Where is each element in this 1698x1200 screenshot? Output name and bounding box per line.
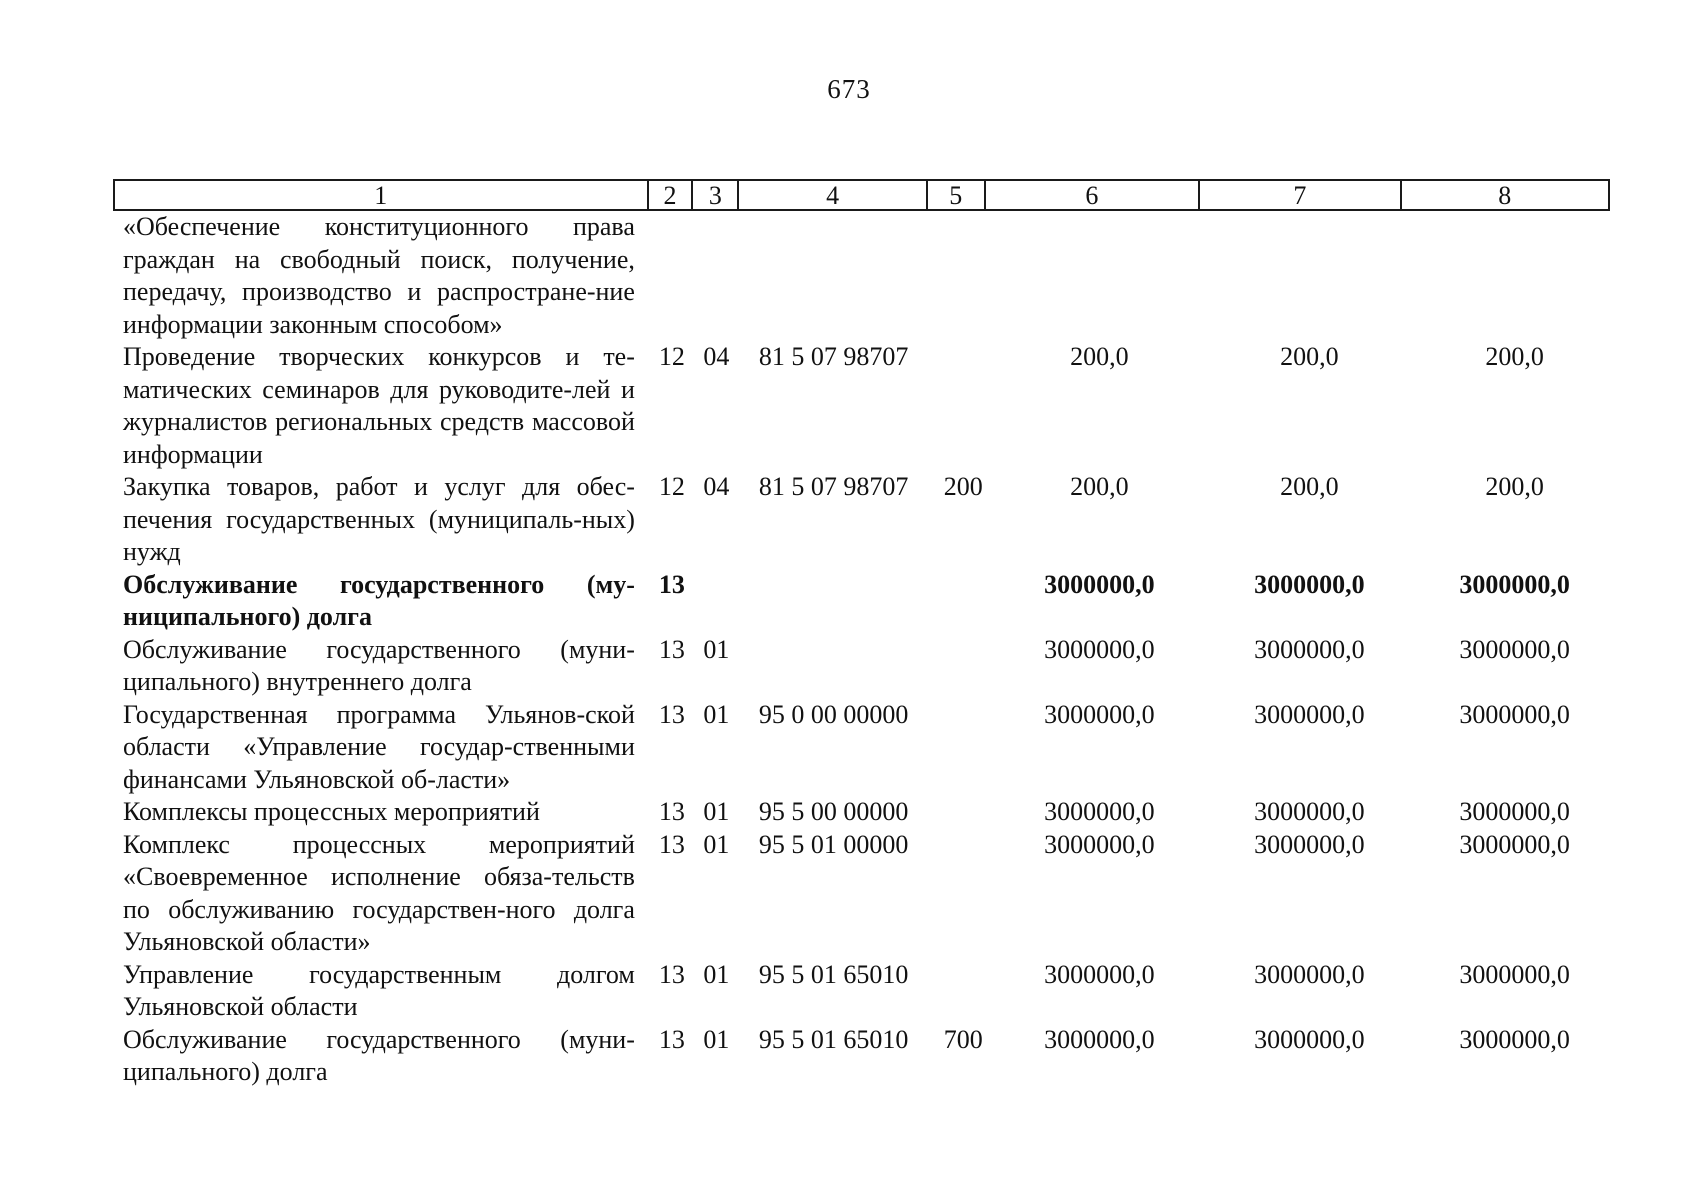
row-value-col6: 200,0 <box>1070 472 1129 501</box>
table-row <box>113 634 1610 699</box>
row-description: Закупка товаров, работ и услуг для обес-печения государственных (муниципаль-ных) нужд <box>123 472 635 566</box>
row-value-col6: 3000000,0 <box>1044 1024 1155 1054</box>
table-row <box>113 211 1610 341</box>
row-subsection-code: 01 <box>703 829 730 859</box>
row-section-code <box>635 211 703 341</box>
row-subsection-code: 04 <box>703 342 730 371</box>
row-expense-type <box>936 829 993 959</box>
row-value-col8: 200,0 <box>1485 472 1544 501</box>
row-expense-type <box>936 341 993 471</box>
row-expense-type <box>936 211 993 341</box>
row-section-code: 13 <box>658 1024 685 1054</box>
header-col-5: 5 <box>928 181 986 209</box>
row-value-col8: 3000000,0 <box>1459 1024 1570 1054</box>
row-section-code: 13 <box>658 829 685 859</box>
row-subsection-code <box>703 211 748 341</box>
row-target-article <box>749 211 936 341</box>
row-value-col7: 200,0 <box>1280 342 1339 371</box>
row-expense-type <box>936 796 993 829</box>
row-section-code: 13 <box>658 797 685 826</box>
row-target-article: 95 0 00 00000 <box>758 699 909 729</box>
header-col-1: 1 <box>115 181 649 209</box>
header-col-2: 2 <box>649 181 694 209</box>
row-description: Проведение творческих конкурсов и те-матических семинаров для руководите-лей и журналистов региональных средств массовой информации <box>123 342 635 469</box>
row-value-col6: 3000000,0 <box>1044 959 1155 989</box>
table-row <box>113 341 1610 471</box>
row-value-col6: 3000000,0 <box>1044 569 1155 599</box>
row-target-article: 95 5 01 00000 <box>758 829 909 859</box>
row-expense-type <box>936 699 993 797</box>
row-value-col8 <box>1405 211 1610 341</box>
table-row <box>113 569 1610 634</box>
row-value-col7: 3000000,0 <box>1254 1024 1365 1054</box>
table-row <box>113 796 1610 829</box>
row-expense-type: 200 <box>943 472 983 501</box>
row-expense-type <box>936 569 993 634</box>
row-expense-type <box>936 634 993 699</box>
table-row <box>113 699 1610 797</box>
row-description: Обслуживание государственного (му-ниципального) долга <box>123 569 635 631</box>
row-description: Государственная программа Ульянов-ской области «Управление государ-ственными финансами Ульяновской об-ласти» <box>123 699 635 794</box>
row-value-col6: 3000000,0 <box>1044 699 1155 729</box>
row-value-col6: 3000000,0 <box>1044 634 1155 664</box>
row-section-code: 13 <box>658 634 685 664</box>
row-expense-type: 700 <box>943 1024 983 1054</box>
row-description: «Обеспечение конституционного права граждан на свободный поиск, получение, передачу, производство и распростране-ние информации законным способом» <box>123 212 635 339</box>
row-subsection-code: 01 <box>703 959 730 989</box>
row-value-col7: 3000000,0 <box>1254 699 1365 729</box>
table-row <box>113 959 1610 1024</box>
row-section-code: 12 <box>658 472 685 501</box>
row-subsection-code: 01 <box>703 797 730 826</box>
row-value-col8: 3000000,0 <box>1459 797 1570 826</box>
row-subsection-code <box>703 569 748 634</box>
header-col-3: 3 <box>693 181 739 209</box>
row-value-col7: 200,0 <box>1280 472 1339 501</box>
row-value-col8: 3000000,0 <box>1459 959 1570 989</box>
table-row <box>113 829 1610 959</box>
row-value-col7: 3000000,0 <box>1254 569 1365 599</box>
row-value-col7: 3000000,0 <box>1254 959 1365 989</box>
row-value-col6 <box>993 211 1205 341</box>
row-value-col8: 3000000,0 <box>1459 569 1570 599</box>
row-target-article: 81 5 07 98707 <box>758 342 909 371</box>
row-expense-type <box>936 959 993 1024</box>
row-section-code: 13 <box>658 959 685 989</box>
row-description: Комплекс процессных мероприятий «Своевременное исполнение обяза-тельств по обслуживанию государствен-ного долга Ульяновской области» <box>123 829 635 956</box>
row-target-article <box>749 634 936 699</box>
header-col-4: 4 <box>739 181 928 209</box>
row-value-col7: 3000000,0 <box>1254 797 1365 826</box>
row-subsection-code: 01 <box>703 1024 730 1054</box>
row-value-col8: 200,0 <box>1485 342 1544 371</box>
row-description: Обслуживание государственного (муни-ципального) долга <box>123 1024 635 1086</box>
row-value-col6: 3000000,0 <box>1044 829 1155 859</box>
row-value-col8: 3000000,0 <box>1459 634 1570 664</box>
row-target-article: 81 5 07 98707 <box>758 472 909 501</box>
header-col-7: 7 <box>1200 181 1401 209</box>
row-section-code: 13 <box>658 699 685 729</box>
row-value-col6: 200,0 <box>1070 342 1129 371</box>
row-subsection-code: 01 <box>703 699 730 729</box>
row-section-code: 13 <box>658 569 685 599</box>
row-value-col8: 3000000,0 <box>1459 699 1570 729</box>
header-col-8: 8 <box>1498 181 1512 210</box>
row-value-col7 <box>1206 211 1406 341</box>
row-target-article <box>749 569 936 634</box>
row-section-code: 12 <box>658 342 685 371</box>
table-body <box>113 211 1610 1089</box>
row-description: Комплексы процессных мероприятий <box>123 797 540 826</box>
row-value-col7: 3000000,0 <box>1254 829 1365 859</box>
table-row <box>113 1024 1610 1089</box>
row-target-article: 95 5 01 65010 <box>758 1024 909 1054</box>
row-subsection-code: 01 <box>703 634 730 664</box>
row-subsection-code: 04 <box>703 472 730 501</box>
row-value-col7: 3000000,0 <box>1254 634 1365 664</box>
row-target-article: 95 5 00 00000 <box>758 797 909 826</box>
row-description: Управление государственным долгом Ульяновской области <box>123 959 635 1021</box>
row-value-col6: 3000000,0 <box>1044 797 1155 826</box>
table-header <box>113 179 1610 211</box>
row-description: Обслуживание государственного (муни-ципального) внутреннего долга <box>123 634 635 696</box>
row-target-article: 95 5 01 65010 <box>758 959 909 989</box>
row-value-col8: 3000000,0 <box>1459 829 1570 859</box>
header-col-6: 6 <box>986 181 1200 209</box>
table-row <box>113 471 1610 569</box>
page-number: 673 <box>827 74 871 104</box>
